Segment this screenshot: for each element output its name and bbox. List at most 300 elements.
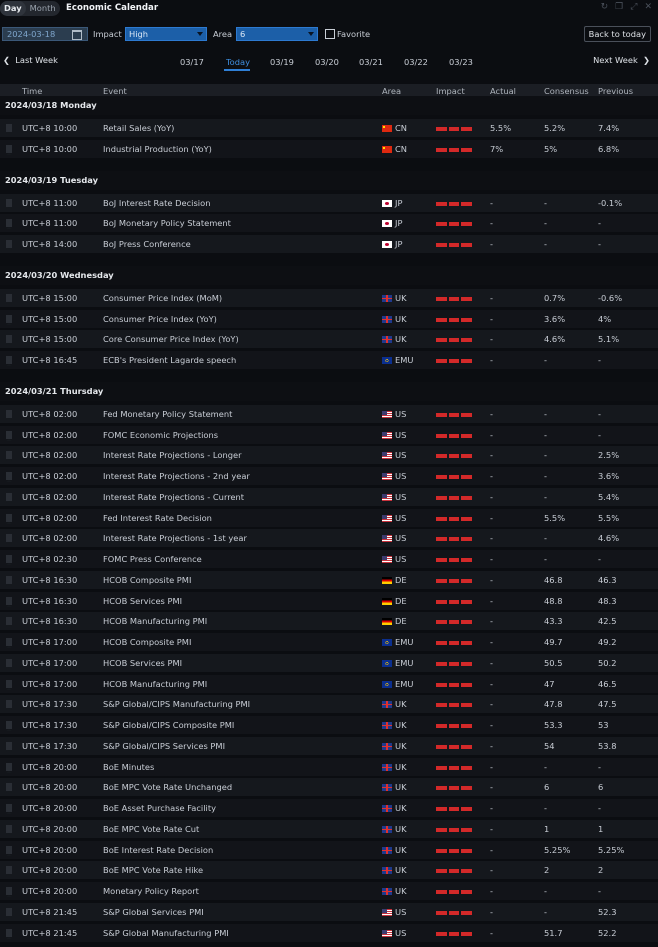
table-row[interactable] [0,550,658,569]
bookmark-icon[interactable] [6,887,12,895]
actual-value: - [490,886,493,896]
table-row[interactable] [0,529,658,548]
title-bar [0,0,658,18]
flag-icon [382,722,392,729]
impact-indicator [436,243,472,247]
back-to-today-button[interactable]: Back to today [584,26,651,42]
consensus-value: - [544,471,547,481]
impact-indicator [436,297,472,301]
event-area: UK [395,886,407,896]
consensus-value: - [544,239,547,249]
bookmark-icon[interactable] [6,742,12,750]
impact-indicator [436,454,472,458]
impact-indicator [436,890,472,894]
impact-indicator [436,703,472,707]
table-row[interactable] [0,799,658,818]
event-name: Consumer Price Index (YoY) [103,313,217,324]
event-name: Consumer Price Index (MoM) [103,292,223,303]
actual-value: - [490,699,493,710]
bookmark-icon[interactable] [6,356,12,364]
previous-value: 5.1% [598,334,620,345]
previous-value: -0.6% [598,292,623,303]
col-area[interactable]: Area [382,86,402,96]
tab-day[interactable]: Day [0,1,26,16]
consensus-value: 53.3 [544,720,563,730]
event-time: UTC+8 20:00 [22,886,78,896]
consensus-value: 2 [544,865,550,876]
actual-value: - [490,491,493,502]
event-name: ECB's President Lagarde speech [103,355,237,365]
consensus-value: - [544,886,547,896]
event-name: S&P Global/CIPS Composite PMI [103,720,235,730]
flag-icon [382,888,392,895]
actual-value: - [490,313,493,324]
event-time: UTC+8 17:30 [22,740,78,751]
flag-icon [382,784,392,791]
bookmark-icon[interactable] [6,451,12,459]
event-area: EMU [395,657,414,668]
filter-bar [0,25,658,42]
table-row[interactable] [0,633,658,652]
event-area: UK [395,803,407,813]
date-group-header [0,96,658,115]
event-area: EMU [395,637,414,647]
table-row[interactable] [0,758,658,777]
impact-indicator [436,537,472,541]
event-time: UTC+8 21:45 [22,906,78,917]
table-row[interactable] [0,592,658,611]
date-value: 2024-03-18 [7,29,56,39]
previous-value: 53 [598,720,609,730]
bookmark-icon[interactable] [6,315,12,323]
previous-value: 46.3 [598,574,617,585]
previous-value: - [598,886,601,896]
bookmark-icon[interactable] [6,199,12,207]
actual-value: - [490,218,493,229]
table-row[interactable] [0,330,658,349]
bookmark-icon[interactable] [6,493,12,501]
table-row[interactable] [0,612,658,631]
event-time: UTC+8 10:00 [22,123,78,133]
event-time: UTC+8 20:00 [22,844,78,855]
flag-icon [382,336,392,343]
event-name: Interest Rate Projections - Current [103,491,245,502]
event-name: S&P Global/CIPS Manufacturing PMI [103,699,251,710]
bookmark-icon[interactable] [6,638,12,646]
event-area: CN [395,123,407,133]
previous-value: - [598,408,601,419]
bookmark-icon[interactable] [6,659,12,667]
chevron-right-icon: ❯ [643,55,650,65]
impact-select[interactable] [125,27,207,41]
event-time: UTC+8 15:00 [22,292,78,303]
previous-value: 6 [598,782,604,793]
consensus-value: - [544,906,547,917]
day-0322[interactable]: 03/22 [404,57,428,67]
event-time: UTC+8 02:00 [22,429,78,440]
event-area: US [395,450,407,461]
flag-icon [382,618,392,625]
window-icon[interactable]: ❐ [615,2,624,12]
event-area: UK [395,740,407,751]
bookmark-icon[interactable] [6,514,12,522]
flag-icon [382,743,392,750]
previous-value: 5.4% [598,491,620,502]
event-name: BoE Asset Purchase Facility [103,803,217,813]
bookmark-icon[interactable] [6,240,12,248]
table-row[interactable] [0,235,658,254]
event-name: HCOB Services PMI [103,595,183,606]
flag-icon [382,125,392,132]
flag-icon [382,295,392,302]
consensus-value: - [544,450,547,461]
event-time: UTC+8 20:00 [22,803,78,813]
area-select[interactable] [236,27,318,41]
bookmark-icon[interactable] [6,783,12,791]
day-today[interactable]: Today [226,57,250,67]
table-row[interactable] [0,903,658,922]
actual-value: - [490,471,493,481]
bookmark-icon[interactable] [6,804,12,812]
favorite-label: Favorite [337,29,371,39]
impact-indicator [436,683,472,687]
consensus-value: 5.25% [544,844,571,855]
event-time: UTC+8 20:00 [22,761,78,772]
previous-value: - [598,218,601,229]
chevron-left-icon: ❮ [3,55,10,65]
actual-value: - [490,239,493,249]
event-time: UTC+8 16:30 [22,574,78,585]
event-name: Interest Rate Projections - 1st year [103,533,247,544]
impact-indicator [436,148,472,152]
bookmark-icon[interactable] [6,597,12,605]
event-area: EMU [395,678,414,689]
table-row[interactable] [0,778,658,797]
next-week-button[interactable] [593,55,650,65]
day-0323[interactable]: 03/23 [449,57,473,67]
event-area: JP [395,239,403,249]
bookmark-icon[interactable] [6,145,12,153]
event-name: BoJ Press Conference [103,239,191,249]
previous-value: 53.8 [598,740,617,751]
tab-month[interactable]: Month [29,3,56,13]
date-group-label: 2024/03/19 Tuesday [5,174,99,185]
table-row[interactable] [0,194,658,213]
flag-icon [382,316,392,323]
table-row[interactable] [0,882,658,901]
table-row[interactable] [0,405,658,424]
table-row[interactable] [0,289,658,308]
impact-indicator [436,911,472,915]
col-consensus[interactable]: Consensus [544,86,589,96]
bookmark-icon[interactable] [6,124,12,132]
consensus-value: - [544,761,547,772]
consensus-value: 0.7% [544,292,566,303]
bookmark-icon[interactable] [6,846,12,854]
actual-value: - [490,823,493,834]
event-area: EMU [395,355,414,365]
event-area: US [395,927,407,938]
actual-value: - [490,292,493,303]
day-0319[interactable]: 03/19 [270,57,294,67]
event-name: BoJ Interest Rate Decision [103,197,211,208]
bookmark-icon[interactable] [6,617,12,625]
bookmark-icon[interactable] [6,721,12,729]
consensus-value: 47 [544,678,555,689]
flag-icon [382,639,392,646]
impact-indicator [436,620,472,624]
event-time: UTC+8 17:30 [22,699,78,710]
previous-value: 49.2 [598,637,617,647]
consensus-value: 5.2% [544,123,566,133]
previous-value: 6.8% [598,143,620,154]
previous-value: - [598,239,601,249]
previous-value: 2.5% [598,450,620,461]
consensus-value: 46.8 [544,574,563,585]
bookmark-icon[interactable] [6,576,12,584]
day-0317[interactable]: 03/17 [180,57,204,67]
event-time: UTC+8 02:00 [22,491,78,502]
flag-icon [382,432,392,439]
event-name: Fed Monetary Policy Statement [103,408,233,419]
table-row[interactable] [0,509,658,528]
event-time: UTC+8 15:00 [22,334,78,345]
impact-value: High [129,29,149,39]
event-name: S&P Global Services PMI [103,906,204,917]
bookmark-icon[interactable] [6,763,12,771]
flag-icon [382,200,392,207]
last-week-button[interactable] [3,55,58,65]
table-row[interactable] [0,351,658,370]
flag-icon [382,494,392,501]
bookmark-icon[interactable] [6,431,12,439]
actual-value: - [490,408,493,419]
table-row[interactable] [0,841,658,860]
event-name: FOMC Economic Projections [103,429,219,440]
table-row[interactable] [0,446,658,465]
close-icon[interactable]: ✕ [644,2,652,12]
impact-indicator [436,828,472,832]
event-area: US [395,429,407,440]
next-week-label: Next Week [593,55,638,65]
flag-icon [382,577,392,584]
bookmark-icon[interactable] [6,219,12,227]
event-time: UTC+8 02:00 [22,533,78,544]
event-area: JP [395,218,403,229]
consensus-value: - [544,408,547,419]
impact-indicator [436,786,472,790]
event-area: UK [395,699,407,710]
date-picker[interactable] [2,27,88,41]
event-area: UK [395,292,407,303]
bookmark-icon[interactable] [6,294,12,302]
view-tabs [0,1,60,16]
flag-icon [382,847,392,854]
consensus-value: 5.5% [544,512,566,523]
table-row[interactable] [0,716,658,735]
bookmark-icon[interactable] [6,410,12,418]
actual-value: 5.5% [490,123,512,133]
actual-value: - [490,574,493,585]
previous-value: - [598,429,601,440]
consensus-value: - [544,533,547,544]
previous-value: - [598,355,601,365]
table-row[interactable] [0,924,658,943]
day-0321[interactable]: 03/21 [359,57,383,67]
previous-value: 7.4% [598,123,620,133]
event-time: UTC+8 20:00 [22,823,78,834]
impact-indicator [436,496,472,500]
flag-icon [382,473,392,480]
event-area: UK [395,313,407,324]
table-row[interactable] [0,119,658,138]
flag-icon [382,452,392,459]
window-controls [601,2,652,12]
actual-value: - [490,782,493,793]
date-group-label: 2024/03/21 Thursday [5,385,104,396]
actual-value: - [490,844,493,855]
table-row[interactable] [0,737,658,756]
impact-indicator [436,475,472,479]
event-area: US [395,906,407,917]
day-0320[interactable]: 03/20 [315,57,339,67]
table-row[interactable] [0,695,658,714]
impact-indicator [436,662,472,666]
date-group-header [0,382,658,401]
actual-value: 7% [490,143,504,154]
bookmark-icon[interactable] [6,680,12,688]
event-time: UTC+8 20:00 [22,782,78,793]
event-time: UTC+8 17:00 [22,637,78,647]
consensus-value: - [544,429,547,440]
consensus-value: 54 [544,740,555,751]
event-area: DE [395,595,407,606]
col-time[interactable]: Time [22,86,43,96]
previous-value: 1 [598,823,604,834]
flag-icon [382,598,392,605]
table-row[interactable] [0,571,658,590]
event-time: UTC+8 02:00 [22,471,78,481]
event-area: US [395,491,407,502]
bookmark-icon[interactable] [6,335,12,343]
event-time: UTC+8 16:30 [22,595,78,606]
impact-indicator [436,807,472,811]
event-name: Interest Rate Projections - Longer [103,450,242,461]
actual-value: - [490,616,493,627]
table-row[interactable] [0,140,658,159]
table-row[interactable] [0,654,658,673]
table-row[interactable] [0,861,658,880]
impact-indicator [436,724,472,728]
date-group-label: 2024/03/18 Monday [5,100,97,110]
event-name: HCOB Composite PMI [103,637,192,647]
table-row[interactable] [0,488,658,507]
event-name: S&P Global/CIPS Services PMI [103,740,226,751]
event-name: HCOB Manufacturing PMI [103,678,208,689]
table-row[interactable] [0,310,658,329]
table-row[interactable] [0,467,658,486]
actual-value: - [490,595,493,606]
impact-indicator [436,558,472,562]
consensus-value: - [544,554,547,564]
flag-icon [382,930,392,937]
col-actual[interactable]: Actual [490,86,516,96]
actual-value: - [490,554,493,564]
event-time: UTC+8 17:00 [22,678,78,689]
bookmark-icon[interactable] [6,555,12,563]
flag-icon [382,535,392,542]
impact-indicator [436,318,472,322]
consensus-value: 4.6% [544,334,566,345]
previous-value: 2 [598,865,604,876]
event-time: UTC+8 21:45 [22,927,78,938]
bookmark-icon[interactable] [6,866,12,874]
table-row[interactable] [0,426,658,445]
refresh-icon[interactable]: ↻ [600,2,609,12]
col-impact[interactable]: Impact [436,86,465,96]
consensus-value: 5% [544,143,558,154]
event-name: S&P Global Manufacturing PMI [103,927,229,938]
impact-indicator [436,641,472,645]
bookmark-icon[interactable] [6,825,12,833]
bookmark-icon[interactable] [6,908,12,916]
actual-value: - [490,740,493,751]
calendar-icon[interactable] [72,30,82,40]
previous-value: 47.5 [598,699,617,710]
event-area: UK [395,823,407,834]
col-event[interactable]: Event [103,86,127,96]
event-name: BoE MPC Vote Rate Hike [103,865,204,876]
event-name: BoE MPC Vote Rate Cut [103,823,200,834]
previous-value: - [598,554,601,564]
date-group-header [0,266,658,285]
impact-indicator [436,359,472,363]
page-title: Economic Calendar [66,3,159,13]
table-row[interactable] [0,675,658,694]
table-row[interactable] [0,214,658,233]
event-time: UTC+8 11:00 [22,197,78,208]
bookmark-icon[interactable] [6,929,12,937]
actual-value: - [490,657,493,668]
event-time: UTC+8 02:00 [22,450,78,461]
flag-icon [382,411,392,418]
event-name: Fed Interest Rate Decision [103,512,212,523]
favorite-checkbox[interactable] [325,29,335,39]
bookmark-icon[interactable] [6,534,12,542]
impact-indicator [436,600,472,604]
flag-icon [382,701,392,708]
actual-value: - [490,865,493,876]
event-time: UTC+8 16:45 [22,355,78,365]
event-time: UTC+8 17:00 [22,657,78,668]
impact-indicator [436,338,472,342]
impact-indicator [436,127,472,131]
table-row[interactable] [0,820,658,839]
expand-icon[interactable]: ⤢ [630,2,638,12]
bookmark-icon[interactable] [6,472,12,480]
event-name: HCOB Services PMI [103,657,183,668]
impact-indicator [436,517,472,521]
active-day-indicator [224,69,250,71]
previous-value: 50.2 [598,657,617,668]
previous-value: 5.5% [598,512,620,523]
bookmark-icon[interactable] [6,700,12,708]
event-name: BoE MPC Vote Rate Unchanged [103,782,233,793]
consensus-value: 47.8 [544,699,563,710]
event-name: BoJ Monetary Policy Statement [103,218,231,229]
event-time: UTC+8 11:00 [22,218,78,229]
col-previous[interactable]: Previous [598,86,634,96]
